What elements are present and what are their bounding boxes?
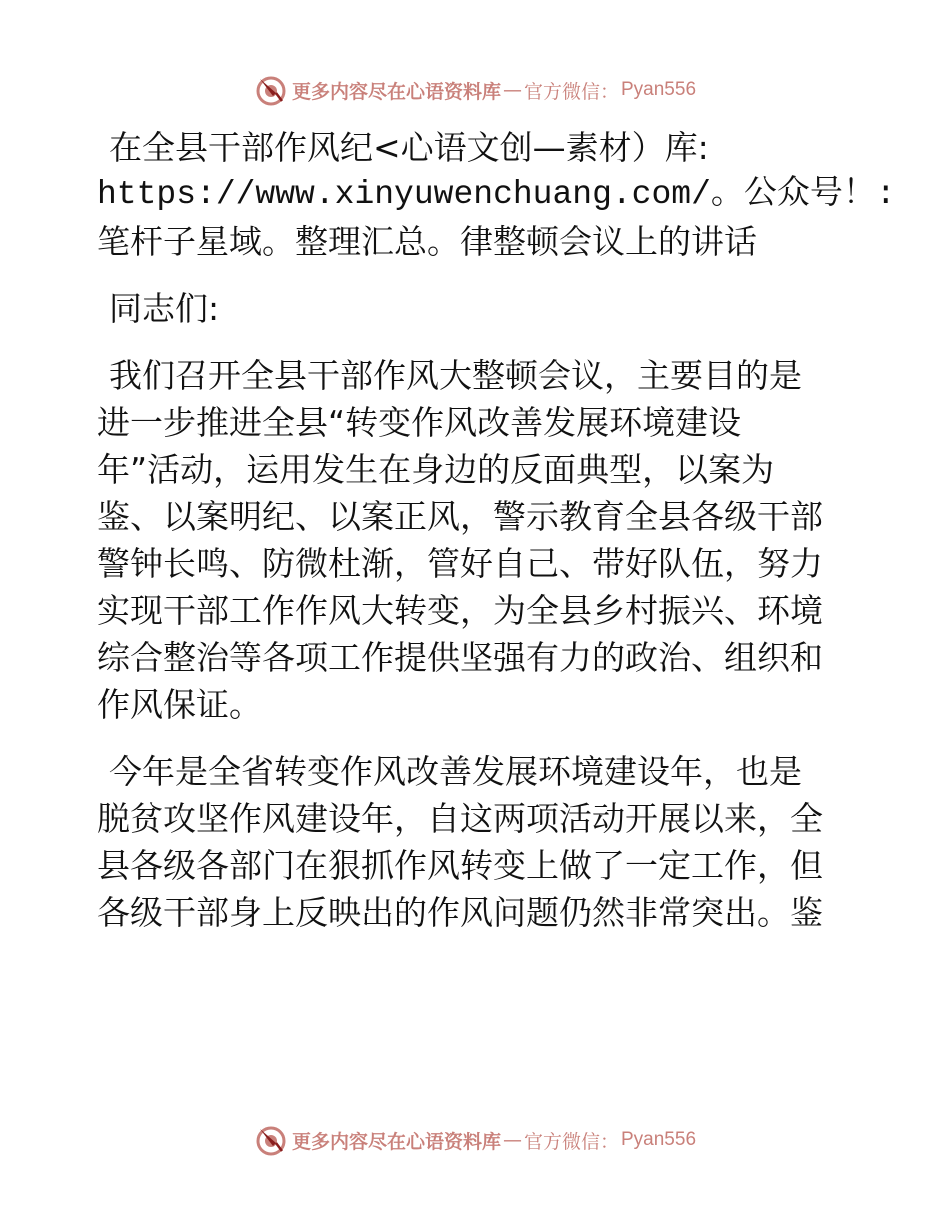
paragraph-line: 鉴、以案明纪、以案正风，警示教育全县各级干部 xyxy=(97,497,823,536)
header-banner xyxy=(0,72,950,108)
banner-dash: — xyxy=(502,79,522,101)
paragraph-line: 脱贫攻坚作风建设年，自这两项活动开展以来，全 xyxy=(97,799,823,838)
title-line: 在全县干部作风纪<心语文创—素材）库: xyxy=(109,128,709,167)
banner-text: 更多内容尽在心语资料库 xyxy=(291,80,501,103)
banner-account: Pyan556 xyxy=(621,79,697,100)
paragraph-line: 作风保证。 xyxy=(97,685,262,724)
paragraph-line: 今年是全省转变作风改善发展环境建设年，也是 xyxy=(109,752,802,791)
banner-dash: — xyxy=(502,1129,522,1151)
paragraph-line: 综合整治等各项工作提供坚强有力的政治、组织和 xyxy=(97,638,823,677)
salutation: 同志们: xyxy=(109,289,220,328)
document-body xyxy=(97,124,896,936)
title-line: 笔杆子星域。整理汇总。律整顿会议上的讲话 xyxy=(97,222,757,261)
title-line: https://www.xinyuwenchuang.com/。公众号！: xyxy=(97,176,896,213)
banner-wechat-label: 官方微信： xyxy=(523,1130,619,1153)
paragraph-line: 年”活动，运用发生在身边的反面典型，以案为 xyxy=(97,450,775,489)
paragraph-line: 我们召开全县干部作风大整顿会议，主要目的是 xyxy=(109,356,802,395)
banner-wechat-label: 官方微信： xyxy=(523,80,619,103)
logo-icon xyxy=(254,73,288,107)
paragraph-line: 县各级各部门在狠抓作风转变上做了一定工作，但 xyxy=(97,846,823,885)
logo-icon xyxy=(254,1123,288,1157)
paragraph-line: 进一步推进全县“转变作风改善发展环境建设 xyxy=(97,403,742,442)
banner-account: Pyan556 xyxy=(621,1129,697,1150)
paragraph-line: 实现干部工作作风大转变，为全县乡村振兴、环境 xyxy=(97,591,823,630)
paragraph-line: 警钟长鸣、防微杜渐，管好自己、带好队伍，努力 xyxy=(97,544,823,583)
footer-banner xyxy=(0,1122,950,1158)
banner-text: 更多内容尽在心语资料库 xyxy=(291,1130,501,1153)
paragraph-line: 各级干部身上反映出的作风问题仍然非常突出。鉴 xyxy=(97,893,823,932)
